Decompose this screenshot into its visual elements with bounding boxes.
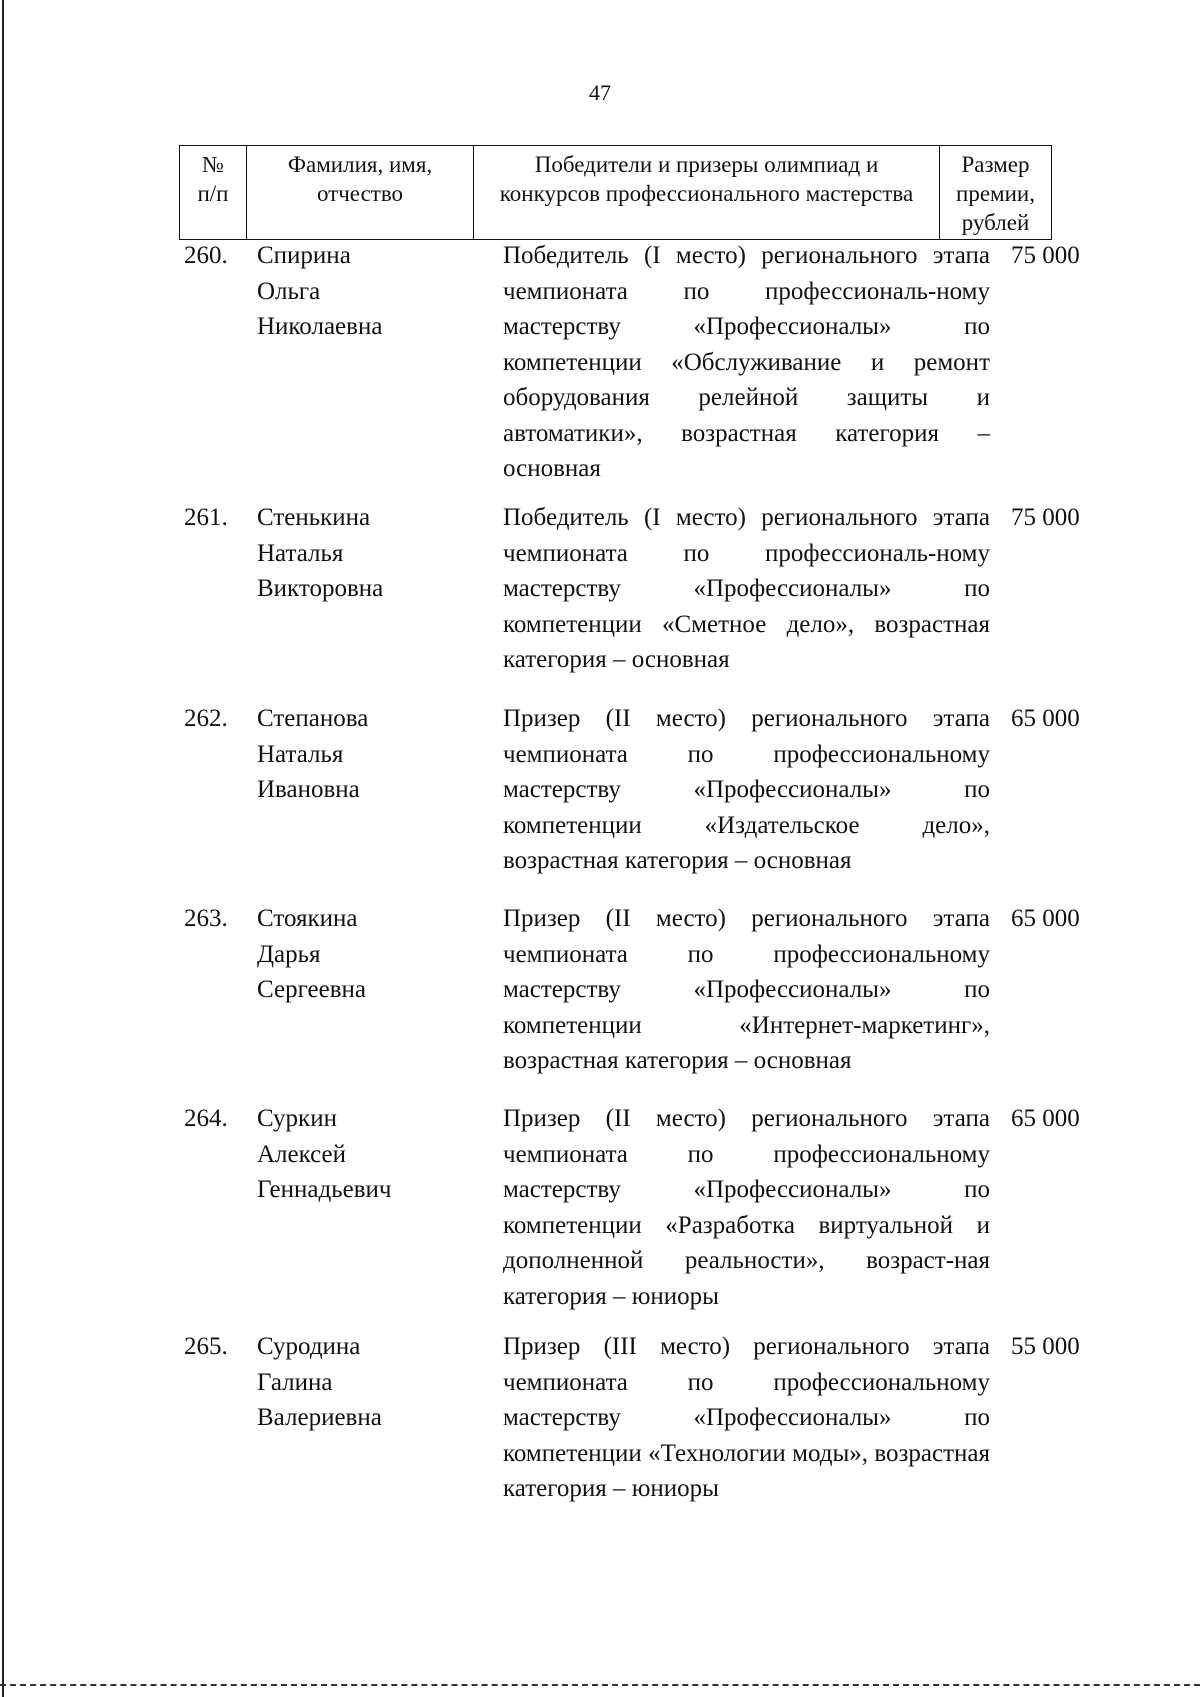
row-prize: 65 000 xyxy=(1011,1105,1080,1132)
row-prize: 75 000 xyxy=(1011,242,1080,269)
row-description: Призер (II место) регионального этапа чемпионата по профессиональному мастерству «Профессионалы» по компетенции «Интернет-маркетинг», возрастная категория – основная xyxy=(503,905,990,1074)
row-description: Призер (II место) регионального этапа чемпионата по профессиональному мастерству «Профессионалы» по компетенции «Разработка виртуальной и дополненной реальности», возраст-ная категория – юниоры xyxy=(503,1105,990,1310)
row-description: Победитель (I место) регионального этапа чемпионата по профессиональ-ному мастерству «Профессионалы» по компетенции «Обслуживание и ремонт оборудования релейной защиты и автоматики», возрастная категория – основная xyxy=(503,242,990,482)
page-number: 47 xyxy=(589,80,611,105)
header-name xyxy=(247,146,474,240)
row-first-name: Наталья xyxy=(257,539,344,567)
row-patronymic: Геннадьевич xyxy=(257,1176,392,1203)
row-patronymic: Ивановна xyxy=(257,776,360,803)
row-prize: 75 000 xyxy=(1011,504,1080,531)
page-bottom-edge-line xyxy=(0,1684,1200,1686)
row-surname: Стоякина xyxy=(257,905,358,932)
row-description: Призер (II место) регионального этапа чемпионата по профессиональному мастерству «Профессионалы» по компетенции «Издательское дело», возрастная категория – основная xyxy=(503,705,990,874)
header-number xyxy=(180,146,247,240)
row-number: 260. xyxy=(184,242,228,269)
row-patronymic: Валериевна xyxy=(257,1404,382,1431)
row-full-name xyxy=(257,1101,477,1208)
row-full-name xyxy=(257,500,477,607)
row-description: Победитель (I место) регионального этапа чемпионата по профессиональ-ному мастерству «Профессионалы» по компетенции «Сметное дело», возрастная категория – основная xyxy=(503,504,990,673)
row-surname: Спирина xyxy=(257,242,351,269)
header-description xyxy=(474,146,940,240)
header-prize-line2: премии, xyxy=(956,181,1035,206)
row-number: 265. xyxy=(184,1333,228,1360)
row-number: 261. xyxy=(184,504,228,531)
header-name-line2: отчество xyxy=(316,181,404,206)
row-prize: 55 000 xyxy=(1011,1333,1080,1360)
row-full-name xyxy=(257,1329,477,1436)
row-description: Призер (III место) регионального этапа чемпионата по профессиональному мастерству «Профессионалы» по компетенции «Технологии моды», возрастная категория – юниоры xyxy=(503,1333,990,1502)
row-first-name: Ольга xyxy=(257,277,321,305)
header-prize-line1: Размер xyxy=(961,152,1030,177)
page-left-edge-line xyxy=(2,0,4,1697)
row-patronymic: Сергеевна xyxy=(257,976,366,1003)
row-surname: Степанова xyxy=(257,705,369,732)
header-description-line1: Победители и призеры олимпиад и xyxy=(534,152,879,177)
row-full-name xyxy=(257,901,477,1008)
header-prize xyxy=(940,146,1052,240)
row-surname: Стенькина xyxy=(257,504,371,531)
row-first-name: Галина xyxy=(257,1368,333,1396)
row-first-name: Наталья xyxy=(257,740,344,768)
header-description-line2: конкурсов профессионального мастерства xyxy=(499,181,914,206)
header-prize-line3: рублей xyxy=(961,210,1030,235)
row-full-name xyxy=(257,238,477,345)
row-prize: 65 000 xyxy=(1011,705,1080,732)
row-first-name: Алексей xyxy=(257,1140,347,1168)
row-patronymic: Викторовна xyxy=(257,575,384,602)
header-number-line2: п/п xyxy=(197,181,229,206)
row-number: 263. xyxy=(184,905,228,932)
row-prize: 65 000 xyxy=(1011,905,1080,932)
header-name-line1: Фамилия, имя, xyxy=(287,152,433,177)
row-surname: Суродина xyxy=(257,1333,361,1360)
row-number: 262. xyxy=(184,705,228,732)
header-number-line1: № xyxy=(202,152,224,177)
row-surname: Суркин xyxy=(257,1105,337,1132)
row-first-name: Дарья xyxy=(257,940,321,968)
row-patronymic: Николаевна xyxy=(257,313,383,340)
row-number: 264. xyxy=(184,1105,228,1132)
row-full-name xyxy=(257,701,477,808)
table-header xyxy=(179,145,1052,240)
